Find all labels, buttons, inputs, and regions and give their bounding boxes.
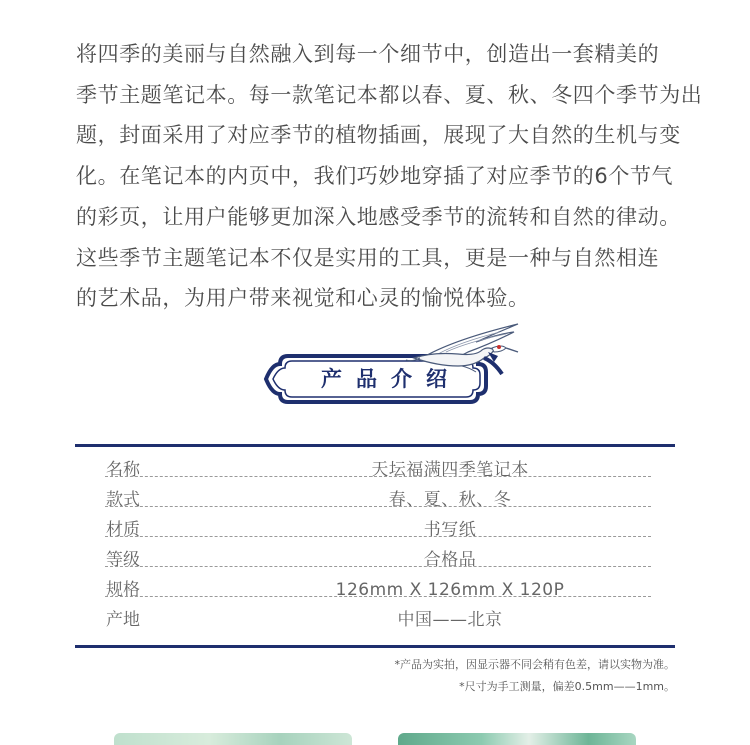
spec-key: 产地 (106, 610, 140, 630)
intro-line: 化。在笔记本的内页中，我们巧妙地穿插了对应季节的6个节气 (76, 164, 674, 189)
intro-paragraph (76, 34, 703, 319)
spec-value: 天坛福满四季笔记本 (371, 460, 529, 480)
spec-row (75, 567, 675, 600)
spec-table (75, 447, 675, 630)
spec-key: 款式 (106, 490, 140, 510)
spec-bottom-rule (75, 645, 675, 648)
spec-row (75, 507, 675, 540)
product-photo-left (114, 733, 352, 745)
spec-value: 春、夏、秋、冬 (388, 490, 512, 510)
disclaimer-color-note: *产品为实拍，因显示器不同会稍有色差，请以实物为准。 (394, 658, 675, 671)
spec-key: 材质 (106, 520, 140, 540)
spec-key: 等级 (106, 550, 140, 570)
intro-line: 这些季节主题笔记本不仅是实用的工具，更是一种与自然相连 (76, 245, 660, 270)
intro-line: 将四季的美丽与自然融入到每一个细节中，创造出一套精美的 (76, 42, 660, 66)
intro-line: 季节主题笔记本。每一款笔记本都以春、夏、秋、冬四个季节为出 (76, 82, 703, 107)
disclaimer-size-note: *尺寸为手工测量，偏差0.5mm——1mm。 (459, 680, 675, 693)
intro-line: 的艺术品，为用户带来视觉和心灵的愉悦体验。 (76, 286, 530, 311)
spec-value: 合格品 (423, 550, 477, 570)
spec-row (75, 537, 675, 570)
spec-value: 中国——北京 (397, 610, 503, 630)
spec-value: 书写纸 (423, 520, 477, 540)
product-photo-right (398, 733, 636, 745)
spec-row (75, 447, 675, 480)
intro-line: 题，封面采用了对应季节的植物插画，展现了大自然的生机与变 (76, 123, 681, 148)
spec-key: 名称 (106, 460, 140, 480)
section-title: 产品介绍 (321, 366, 461, 391)
intro-line: 的彩页，让用户能够更加深入地感受季节的流转和自然的律动。 (76, 204, 681, 229)
spec-value: 126mm X 126mm X 120P (335, 580, 565, 600)
spec-row (75, 477, 675, 510)
section-title-banner (262, 322, 524, 408)
spec-row (75, 597, 675, 630)
spec-key: 规格 (106, 580, 140, 600)
